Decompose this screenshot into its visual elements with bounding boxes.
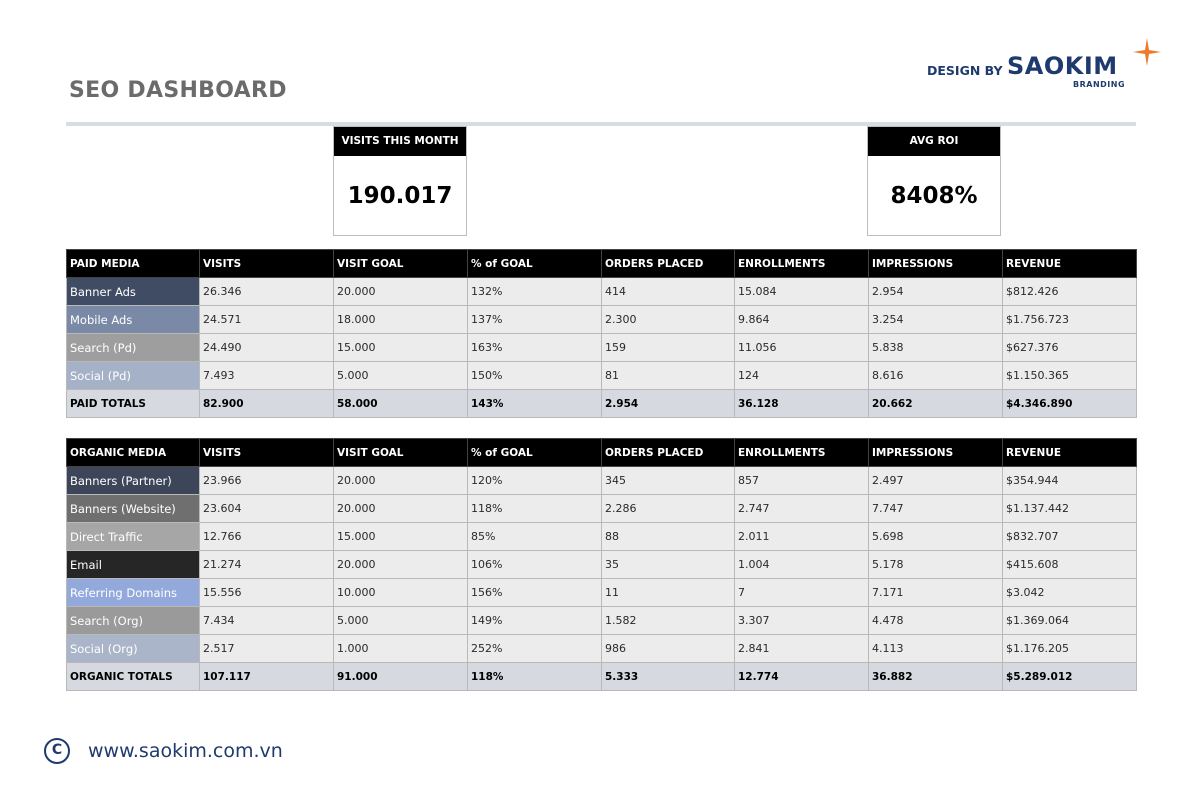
table-cell: 11	[602, 579, 735, 607]
table-row	[67, 635, 1137, 663]
table-cell: 7.171	[869, 579, 1003, 607]
table-cell: 20.000	[334, 467, 468, 495]
column-header: VISIT GOAL	[334, 439, 468, 467]
table-cell: 345	[602, 467, 735, 495]
table-cell: 20.000	[334, 495, 468, 523]
table-cell: 159	[602, 334, 735, 362]
column-header: ORDERS PLACED	[602, 250, 735, 278]
row-label: Social (Org)	[67, 635, 200, 663]
table-cell: 24.571	[200, 306, 334, 334]
totals-cell: 36.882	[869, 663, 1003, 691]
table-cell: $415.608	[1003, 551, 1137, 579]
table-header-row	[67, 439, 1137, 467]
table-cell: $627.376	[1003, 334, 1137, 362]
table-cell: 3.254	[869, 306, 1003, 334]
table-row	[67, 495, 1137, 523]
table-cell: 163%	[468, 334, 602, 362]
row-label: Email	[67, 551, 200, 579]
table-cell: 2.841	[735, 635, 869, 663]
table-cell: 2.517	[200, 635, 334, 663]
table-cell: 15.084	[735, 278, 869, 306]
table-cell: 2.286	[602, 495, 735, 523]
table-cell: 1.582	[602, 607, 735, 635]
table-row	[67, 579, 1137, 607]
row-label: Mobile Ads	[67, 306, 200, 334]
table-cell: 12.766	[200, 523, 334, 551]
kpi-value: 190.017	[347, 183, 453, 209]
table-cell: 24.490	[200, 334, 334, 362]
table-cell: 8.616	[869, 362, 1003, 390]
table-cell: 857	[735, 467, 869, 495]
brand-prefix: DESIGN BY	[927, 63, 1003, 78]
copyright-icon: C	[44, 738, 70, 764]
paid-media-table	[66, 249, 1137, 418]
row-label: Banner Ads	[67, 278, 200, 306]
column-header: REVENUE	[1003, 439, 1137, 467]
table-cell: 85%	[468, 523, 602, 551]
totals-label: PAID TOTALS	[67, 390, 200, 418]
table-cell: 2.954	[869, 278, 1003, 306]
table-cell: 3.307	[735, 607, 869, 635]
table-cell: 7	[735, 579, 869, 607]
column-header: % of GOAL	[468, 250, 602, 278]
table-row	[67, 334, 1137, 362]
kpi-label: VISITS THIS MONTH	[334, 127, 466, 156]
row-label: Referring Domains	[67, 579, 200, 607]
brand-logo	[927, 40, 1157, 92]
kpi-visits-this-month	[333, 126, 467, 236]
totals-row	[67, 663, 1137, 691]
table-cell: 4.478	[869, 607, 1003, 635]
table-cell: 150%	[468, 362, 602, 390]
star-icon	[1133, 38, 1161, 66]
column-header: VISITS	[200, 439, 334, 467]
website-link[interactable]: www.saokim.com.vn	[88, 740, 283, 762]
table-cell: 5.838	[869, 334, 1003, 362]
table-cell: $812.426	[1003, 278, 1137, 306]
totals-cell: 143%	[468, 390, 602, 418]
totals-cell: 58.000	[334, 390, 468, 418]
page-title: SEO DASHBOARD	[69, 78, 287, 103]
column-header: % of GOAL	[468, 439, 602, 467]
row-label: Search (Org)	[67, 607, 200, 635]
table-cell: $1.137.442	[1003, 495, 1137, 523]
column-header: ENROLLMENTS	[735, 439, 869, 467]
table-row	[67, 523, 1137, 551]
table-cell: 5.178	[869, 551, 1003, 579]
table-cell: $1.150.365	[1003, 362, 1137, 390]
table-cell: 23.604	[200, 495, 334, 523]
totals-cell: 107.117	[200, 663, 334, 691]
table-cell: 120%	[468, 467, 602, 495]
table-cell: 18.000	[334, 306, 468, 334]
table-row	[67, 362, 1137, 390]
table-cell: 149%	[468, 607, 602, 635]
kpi-label: AVG ROI	[868, 127, 1000, 156]
table-cell: 20.000	[334, 278, 468, 306]
totals-cell: 36.128	[735, 390, 869, 418]
brand-name: SAOKIM	[1007, 52, 1118, 80]
table-cell: 23.966	[200, 467, 334, 495]
table-cell: 156%	[468, 579, 602, 607]
totals-label: ORGANIC TOTALS	[67, 663, 200, 691]
column-header: PAID MEDIA	[67, 250, 200, 278]
row-label: Direct Traffic	[67, 523, 200, 551]
table-cell: 2.300	[602, 306, 735, 334]
table-cell: 20.000	[334, 551, 468, 579]
totals-cell: 12.774	[735, 663, 869, 691]
column-header: ORGANIC MEDIA	[67, 439, 200, 467]
table-cell: 1.000	[334, 635, 468, 663]
table-cell: 2.497	[869, 467, 1003, 495]
table-cell: 2.011	[735, 523, 869, 551]
footer	[44, 738, 344, 770]
table-cell: $3.042	[1003, 579, 1137, 607]
table-cell: 10.000	[334, 579, 468, 607]
table-cell: $832.707	[1003, 523, 1137, 551]
table-cell: 7.747	[869, 495, 1003, 523]
table-row	[67, 607, 1137, 635]
table-cell: 5.000	[334, 362, 468, 390]
totals-cell: 91.000	[334, 663, 468, 691]
row-label: Banners (Website)	[67, 495, 200, 523]
table-cell: 414	[602, 278, 735, 306]
table-cell: 35	[602, 551, 735, 579]
table-cell: 88	[602, 523, 735, 551]
table-header-row	[67, 250, 1137, 278]
table-cell: 106%	[468, 551, 602, 579]
row-label: Banners (Partner)	[67, 467, 200, 495]
row-label: Social (Pd)	[67, 362, 200, 390]
table-cell: 118%	[468, 495, 602, 523]
table-cell: 15.000	[334, 334, 468, 362]
column-header: VISIT GOAL	[334, 250, 468, 278]
table-cell: 81	[602, 362, 735, 390]
totals-cell: $5.289.012	[1003, 663, 1137, 691]
brand-sub: BRANDING	[1073, 80, 1126, 89]
totals-row	[67, 390, 1137, 418]
table-cell: 252%	[468, 635, 602, 663]
column-header: ORDERS PLACED	[602, 439, 735, 467]
table-cell: 15.000	[334, 523, 468, 551]
table-row	[67, 467, 1137, 495]
table-cell: 7.493	[200, 362, 334, 390]
table-cell: 7.434	[200, 607, 334, 635]
totals-cell: 2.954	[602, 390, 735, 418]
totals-cell: 20.662	[869, 390, 1003, 418]
table-cell: 11.056	[735, 334, 869, 362]
table-row	[67, 278, 1137, 306]
table-cell: 9.864	[735, 306, 869, 334]
table-cell: 15.556	[200, 579, 334, 607]
column-header: VISITS	[200, 250, 334, 278]
table-cell: 137%	[468, 306, 602, 334]
column-header: REVENUE	[1003, 250, 1137, 278]
kpi-avg-roi	[867, 126, 1001, 236]
table-cell: 4.113	[869, 635, 1003, 663]
table-cell: 26.346	[200, 278, 334, 306]
table-cell: 5.698	[869, 523, 1003, 551]
table-cell: 5.000	[334, 607, 468, 635]
table-cell: 986	[602, 635, 735, 663]
table-cell: $354.944	[1003, 467, 1137, 495]
table-cell: $1.369.064	[1003, 607, 1137, 635]
table-cell: 124	[735, 362, 869, 390]
column-header: IMPRESSIONS	[869, 250, 1003, 278]
totals-cell: 82.900	[200, 390, 334, 418]
totals-cell: $4.346.890	[1003, 390, 1137, 418]
table-cell: 21.274	[200, 551, 334, 579]
table-cell: 132%	[468, 278, 602, 306]
column-header: ENROLLMENTS	[735, 250, 869, 278]
table-row	[67, 306, 1137, 334]
totals-cell: 118%	[468, 663, 602, 691]
kpi-value: 8408%	[890, 183, 978, 209]
table-row	[67, 551, 1137, 579]
organic-media-table	[66, 438, 1137, 691]
table-cell: $1.176.205	[1003, 635, 1137, 663]
totals-cell: 5.333	[602, 663, 735, 691]
table-cell: 1.004	[735, 551, 869, 579]
table-cell: $1.756.723	[1003, 306, 1137, 334]
table-cell: 2.747	[735, 495, 869, 523]
column-header: IMPRESSIONS	[869, 439, 1003, 467]
row-label: Search (Pd)	[67, 334, 200, 362]
